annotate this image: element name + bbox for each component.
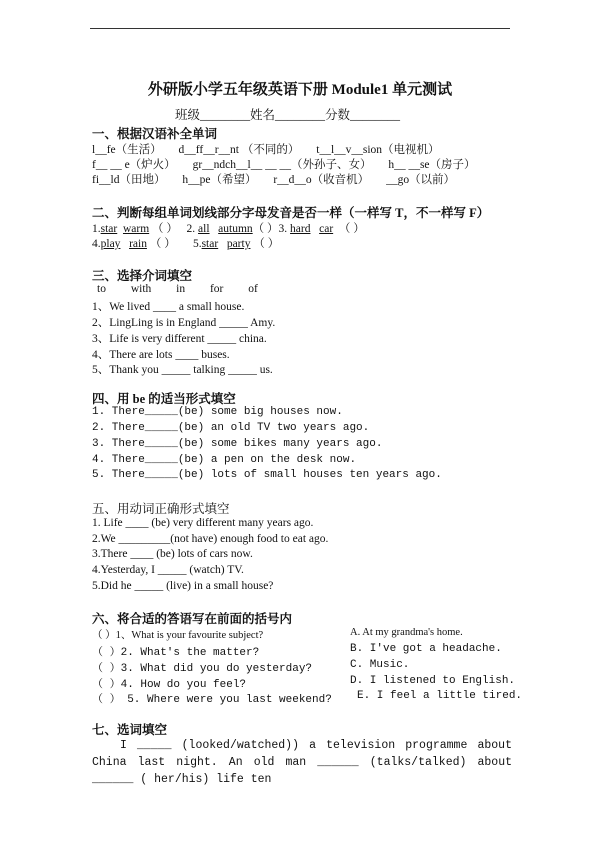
- s2-number: 2.: [186, 223, 196, 235]
- s3-line: 4、There are lots ____ buses.: [92, 349, 230, 361]
- s2-word: rain: [129, 238, 147, 250]
- s6-question: （ ）4. How do you feel?: [92, 679, 247, 691]
- s5-line: 3.There ____ (be) lots of cars now.: [92, 548, 253, 560]
- s6-question: （ ）3. What did you do yesterday?: [92, 663, 313, 675]
- s2-word: play: [100, 238, 121, 250]
- page-title: 外研版小学五年级英语下册 Module1 单元测试: [147, 82, 453, 98]
- s2-word: star: [100, 223, 118, 235]
- s2-word: all: [198, 223, 210, 235]
- s1-item: fi__ld（田地）: [92, 174, 166, 186]
- s4-line: 3. There_____(be) some bikes many years ago.: [92, 438, 383, 450]
- s6-question: （ ）2. What's the matter?: [92, 647, 260, 659]
- s4-line: 5. There_____(be) lots of small houses ten years ago.: [92, 469, 442, 481]
- s6-answer: A. At my grandma's home.: [350, 627, 463, 638]
- s1-item: d__ff__r__nt （不同的）: [178, 144, 300, 156]
- s1-row-3: [92, 171, 455, 187]
- s2-answer-blank: （ ）: [152, 223, 178, 235]
- s1-item: l__fe（生活）: [92, 144, 162, 156]
- s2-word: car: [319, 223, 334, 235]
- s2-answer-blank: （ ）: [338, 223, 365, 235]
- s2-number: （ ）3.: [252, 223, 288, 235]
- s2-answer-blank: （ ）: [149, 238, 176, 250]
- s4-line: 1. There_____(be) some big houses now.: [92, 406, 343, 418]
- s6-question: （ ） 5. Where were you last weekend?: [92, 694, 332, 706]
- s6-question: （ ）1、What is your favourite subject?: [92, 630, 264, 641]
- s5-line: 2.We _________(not have) enough food to eat ago.: [92, 533, 329, 545]
- s2-word: star: [201, 238, 219, 250]
- s1-row-2: [92, 156, 476, 172]
- s1-row-1: [92, 141, 440, 157]
- s5-line: 4.Yesterday, I _____ (watch) TV.: [92, 564, 244, 576]
- s6-answer: D. I listened to English.: [350, 675, 516, 687]
- s2-word: autumn: [218, 223, 253, 235]
- s2-answer-blank: （ ）: [253, 238, 280, 250]
- s5-line: 5.Did he _____ (live) in a small house?: [92, 580, 274, 592]
- section-4-heading: 四、用 be 的适当形式填空: [92, 392, 236, 406]
- s2-word: warm: [122, 223, 150, 235]
- s1-item: t__l__v__sion（电视机）: [316, 144, 440, 156]
- s6-answer: B. I've got a headache.: [350, 643, 502, 655]
- s4-line: 2. There_____(be) an old TV two years ago.: [92, 422, 370, 434]
- section-2-heading: 二、判断每组单词划线部分字母发音是否一样（一样写 T，不一样写 F）: [92, 206, 490, 220]
- section-6-heading: 六、将合适的答语写在前面的括号内: [92, 612, 293, 626]
- top-rule: [90, 28, 510, 29]
- s6-answer: C. Music.: [350, 659, 410, 671]
- s1-item: f__ __ e（炉火）: [92, 159, 176, 171]
- s2-row-2: [92, 235, 279, 251]
- s1-item: r__d__o（收音机）: [273, 174, 370, 186]
- s2-number: 4.: [92, 238, 101, 250]
- s5-line: 1. Life ____ (be) very different many years ago.: [92, 517, 314, 529]
- s4-line: 4. There_____(be) a pen on the desk now.: [92, 454, 357, 466]
- s2-row-1: [92, 220, 365, 236]
- section-3-heading: 三、选择介词填空: [92, 269, 193, 283]
- s1-item: h__ __se（房子）: [388, 159, 476, 171]
- s2-word: hard: [290, 223, 311, 235]
- s2-number: 1.: [92, 223, 101, 235]
- section-5-heading: 五、用动词正确形式填空: [92, 502, 230, 516]
- s3-line: 3、Life is very different _____ china.: [92, 333, 267, 345]
- s3-line: 1、We lived ____ a small house.: [92, 301, 245, 313]
- s3-options: to with in for of: [97, 283, 258, 295]
- s1-item: h__pe（希望）: [182, 174, 257, 186]
- s3-line: 2、LingLing is in England _____ Amy.: [92, 317, 276, 329]
- s3-line: 5、Thank you _____ talking _____ us.: [92, 364, 273, 376]
- s2-word: party: [226, 238, 251, 250]
- s7-paragraph: I _____ (looked/watched)) a television programme about China last night. An old man ______ (talks/talked) about ______ ( her/his) life ten: [92, 739, 512, 786]
- s1-item: gr__ndch__l__ __ __（外孙子、女）: [192, 159, 372, 171]
- student-info-line: 班级________姓名________分数________: [175, 108, 401, 122]
- section-1-heading: 一、根据汉语补全单词: [92, 127, 218, 141]
- s6-answer: E. I feel a little tired.: [357, 690, 523, 702]
- section-7-heading: 七、选词填空: [92, 723, 168, 737]
- s2-number: 5.: [192, 238, 202, 250]
- s1-item: __go（以前）: [386, 174, 456, 186]
